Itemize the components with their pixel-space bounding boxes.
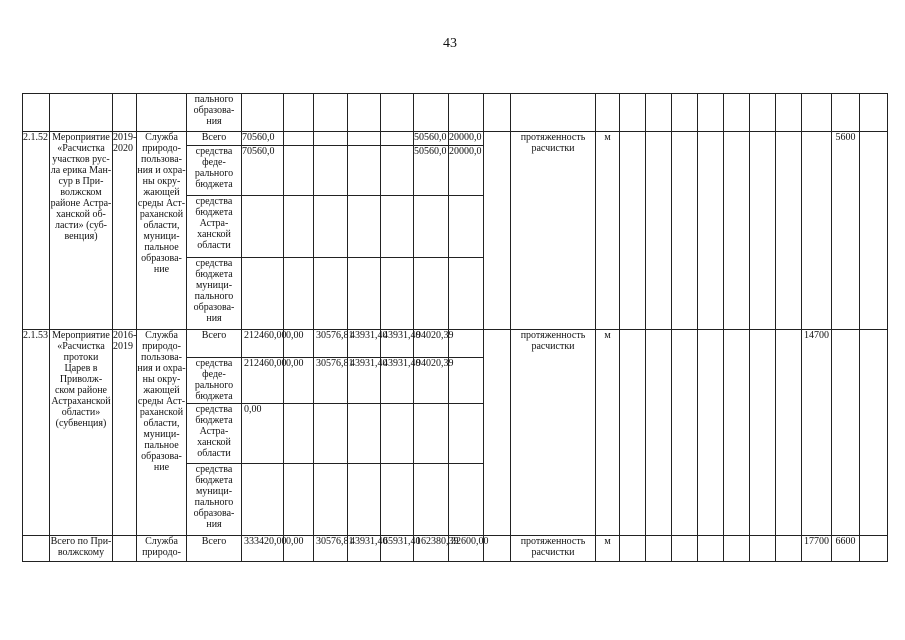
target-value <box>750 330 776 536</box>
target-value: 6600 <box>832 536 860 562</box>
source-label: Всего <box>187 536 242 562</box>
amount-year <box>284 464 314 536</box>
amount-year <box>414 196 449 258</box>
amount-year <box>381 196 414 258</box>
amount-year <box>381 464 414 536</box>
amount-year: 30576,81 <box>314 536 348 562</box>
amount-year <box>449 464 484 536</box>
amount-year: 0,00 <box>284 358 314 404</box>
target-value <box>802 132 832 330</box>
amount-year: 30576,81 <box>314 330 348 358</box>
amount-year <box>381 404 414 464</box>
amount-year <box>348 464 381 536</box>
amount-total: 212460,00 <box>242 358 284 404</box>
target-value: 14700 <box>802 330 832 536</box>
amount-total <box>242 464 284 536</box>
amount-year <box>284 146 314 196</box>
amount-year: 50560,0 <box>414 132 449 146</box>
measure-period: 2016- 2019 <box>113 330 137 536</box>
target-value <box>646 132 672 330</box>
target-value <box>750 132 776 330</box>
amount-total: 212460,00 <box>242 330 284 358</box>
source-label: средства феде- рального бюджета <box>187 146 242 196</box>
target-value <box>724 132 750 330</box>
amount-year <box>381 146 414 196</box>
amount-year: 43931,40 <box>348 536 381 562</box>
amount-total: 70560,0 <box>242 146 284 196</box>
source-label: пального образова- ния <box>187 94 242 132</box>
table-row <box>23 132 888 146</box>
total-row <box>23 536 888 562</box>
source-label: Всего <box>187 330 242 358</box>
amount-year <box>414 404 449 464</box>
measure-executor: Служба природо- пользова- ния и охра- ны окру- жающей среды Аст- раханской области, муници- пальное образова- ние <box>137 330 187 536</box>
target-value <box>860 132 888 330</box>
indicator-name: протяженность расчистки <box>511 536 596 562</box>
amount-total: 0,00 <box>242 404 284 464</box>
amount-year: 94020,39 <box>414 330 449 358</box>
amount-year <box>449 330 484 358</box>
target-value <box>724 536 750 562</box>
amount-year <box>284 132 314 146</box>
measure-id: 2.1.52 <box>23 132 50 330</box>
amount-year <box>449 358 484 404</box>
amount-year: 32600,00 <box>449 536 484 562</box>
amount-year <box>414 258 449 330</box>
target-value: 5600 <box>832 132 860 330</box>
amount-year <box>348 404 381 464</box>
measure-id: 2.1.53 <box>23 330 50 536</box>
page-number: 43 <box>443 36 457 51</box>
source-label: средства бюджета муници- пального образова- ния <box>187 258 242 330</box>
indicator-unit: м <box>596 132 620 330</box>
amount-total <box>242 258 284 330</box>
amount-year <box>348 196 381 258</box>
target-value <box>832 330 860 536</box>
target-value <box>698 330 724 536</box>
target-value <box>860 536 888 562</box>
measure-name: Мероприятие «Расчистка протоки Царев в Приволж- ском районе Астраханской области» (субвенция) <box>50 330 113 536</box>
source-label: средства бюджета Астра- ханской области <box>187 196 242 258</box>
measure-period: 2019- 2020 <box>113 132 137 330</box>
target-value <box>750 536 776 562</box>
amount-year <box>314 196 348 258</box>
target-value <box>698 536 724 562</box>
total-name: Всего по При- волжскому <box>50 536 113 562</box>
measure-executor: Служба природо- пользова- ния и охра- ны окру- жающей среды Аст- раханской области, муници- пальное образова- ние <box>137 132 187 330</box>
amount-year: 20000,0 <box>449 146 484 196</box>
target-value: 17700 <box>802 536 832 562</box>
amount-year <box>314 146 348 196</box>
source-label: средства феде- рального бюджета <box>187 358 242 404</box>
amount-year <box>414 464 449 536</box>
indicator-name: протяженность расчистки <box>511 132 596 330</box>
amount-year <box>348 258 381 330</box>
amount-year <box>381 132 414 146</box>
program-table <box>22 93 888 562</box>
amount-total: 70560,0 <box>242 132 284 146</box>
amount-year: 43931,40 <box>381 330 414 358</box>
target-value <box>646 536 672 562</box>
amount-total: 333420,00 <box>242 536 284 562</box>
source-label: средства бюджета Астра- ханской области <box>187 404 242 464</box>
amount-year: 65931,40 <box>381 536 414 562</box>
amount-year: 43931,40 <box>348 358 381 404</box>
amount-year <box>314 132 348 146</box>
target-value <box>620 132 646 330</box>
amount-year: 43931,40 <box>381 358 414 404</box>
target-value <box>620 330 646 536</box>
amount-year <box>449 404 484 464</box>
source-label: Всего <box>187 132 242 146</box>
amount-year: 94020,39 <box>414 358 449 404</box>
amount-year <box>348 132 381 146</box>
target-value <box>860 330 888 536</box>
target-value <box>620 536 646 562</box>
target-value <box>646 330 672 536</box>
indicator-unit: м <box>596 330 620 536</box>
amount-year <box>284 258 314 330</box>
amount-year: 50560,0 <box>414 146 449 196</box>
indicator-name: протяженность расчистки <box>511 330 596 536</box>
amount-year: 162380,39 <box>414 536 449 562</box>
amount-year: 0,00 <box>284 536 314 562</box>
amount-year <box>348 146 381 196</box>
total-executor: Служба природо- <box>137 536 187 562</box>
table-row <box>23 330 888 358</box>
amount-year: 43931,40 <box>348 330 381 358</box>
indicator-unit: м <box>596 536 620 562</box>
target-value <box>672 132 698 330</box>
amount-year: 20000,0 <box>449 132 484 146</box>
amount-year <box>314 258 348 330</box>
target-value <box>672 330 698 536</box>
amount-year <box>449 258 484 330</box>
target-value <box>776 536 802 562</box>
measure-name: Мероприятие «Расчистка участков рус- ла ерика Ман- сур в При- волжском районе Астра- ханской об- ласти» (суб- венция) <box>50 132 113 330</box>
amount-year <box>284 196 314 258</box>
continuation-row <box>23 94 888 132</box>
amount-year <box>284 404 314 464</box>
amount-year <box>449 196 484 258</box>
amount-total <box>242 196 284 258</box>
target-value <box>672 536 698 562</box>
target-value <box>698 132 724 330</box>
amount-year: 30576,81 <box>314 358 348 404</box>
amount-year: 0,00 <box>284 330 314 358</box>
target-value <box>724 330 750 536</box>
amount-year <box>381 258 414 330</box>
target-value <box>776 330 802 536</box>
amount-year <box>314 404 348 464</box>
amount-year <box>314 464 348 536</box>
target-value <box>776 132 802 330</box>
source-label: средства бюджета муници- пального образова- ния <box>187 464 242 536</box>
